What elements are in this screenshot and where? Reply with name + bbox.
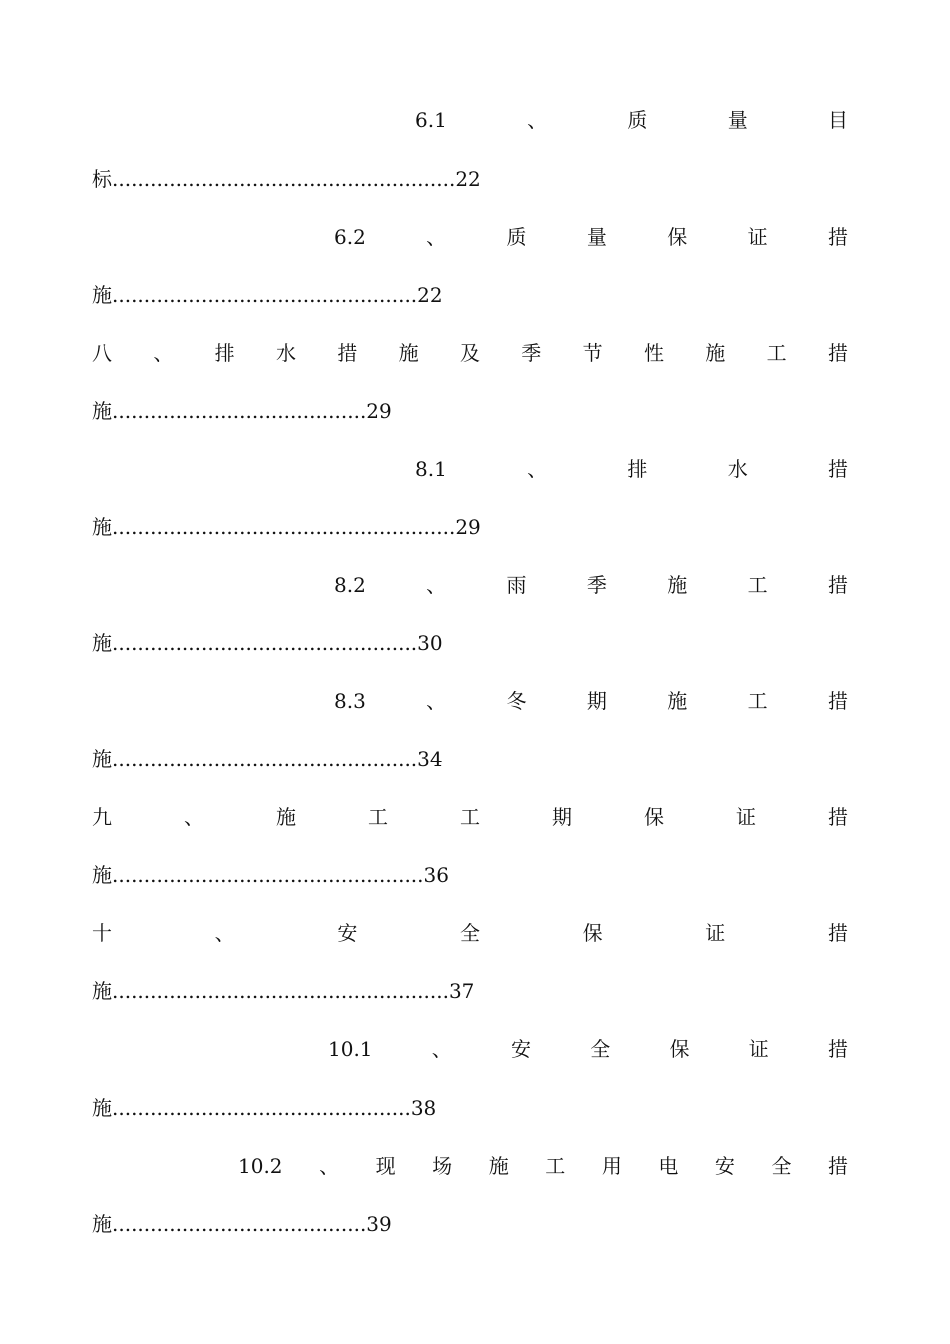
toc-dots: ................................................ (112, 283, 418, 307)
toc-char: 措 (827, 689, 848, 713)
toc-number: 九 (92, 805, 112, 829)
toc-char: 电 (658, 1154, 679, 1178)
toc-char: 施 (667, 573, 688, 597)
toc-heading-8-3 (334, 686, 848, 716)
toc-char: 场 (432, 1154, 453, 1178)
toc-page-number: 22 (455, 167, 481, 191)
toc-number: 6.2 (334, 225, 366, 249)
toc-sep: 、 (426, 689, 447, 713)
toc-sep: 、 (426, 573, 447, 597)
toc-char: 证 (705, 921, 726, 945)
toc-char: 季 (586, 573, 607, 597)
toc-sep: 、 (153, 341, 174, 365)
toc-char: 水 (275, 341, 296, 365)
toc-dots: ................................................ (112, 747, 418, 771)
toc-char: 全 (459, 921, 480, 945)
toc-dots: ............................................... (112, 1096, 411, 1120)
toc-sep: 、 (431, 1037, 452, 1061)
toc-char: 施 (92, 1212, 112, 1236)
toc-char: 性 (643, 341, 664, 365)
toc-char: 质 (627, 108, 648, 132)
toc-char: 节 (582, 341, 603, 365)
toc-number: 十 (92, 921, 112, 945)
toc-heading-8 (92, 338, 848, 368)
toc-char: 措 (827, 1037, 848, 1061)
toc-number: 6.1 (415, 108, 447, 132)
toc-char: 施 (276, 805, 296, 829)
toc-number: 八 (92, 341, 112, 365)
toc-char: 保 (644, 805, 664, 829)
toc-sep: 、 (214, 921, 235, 945)
toc-char: 保 (667, 225, 688, 249)
toc-leader-line[interactable] (92, 396, 848, 426)
toc-dots: ...................................................... (112, 167, 456, 191)
toc-char: 工 (368, 805, 388, 829)
toc-dots: ................................................. (112, 863, 424, 887)
toc-dots: ................................................ (112, 631, 418, 655)
toc-char: 工 (766, 341, 787, 365)
toc-char: 排 (627, 457, 648, 481)
toc-char: 工 (747, 573, 768, 597)
toc-char: 安 (337, 921, 358, 945)
toc-heading-8-2 (334, 570, 848, 600)
toc-page-number: 36 (423, 863, 449, 887)
toc-number: 10.1 (328, 1037, 373, 1061)
toc-char: 施 (92, 515, 112, 539)
toc-char: 现 (375, 1154, 396, 1178)
toc-char: 安 (714, 1154, 735, 1178)
toc-page-number: 29 (455, 515, 481, 539)
toc-number: 10.2 (238, 1154, 283, 1178)
toc-char: 施 (488, 1154, 509, 1178)
toc-char: 施 (92, 979, 112, 1003)
toc-char: 期 (552, 805, 572, 829)
toc-leader-line[interactable] (92, 628, 848, 658)
toc-leader-line[interactable] (92, 1209, 848, 1239)
toc-page-number: 37 (448, 979, 475, 1003)
toc-char: 量 (586, 225, 607, 249)
toc-page-number: 30 (417, 631, 443, 655)
toc-number: 8.3 (334, 689, 366, 713)
toc-char: 措 (827, 921, 848, 945)
toc-sep: 、 (527, 457, 548, 481)
toc-char: 施 (92, 631, 112, 655)
toc-char: 工 (747, 689, 768, 713)
toc-dots: ...................................................... (112, 515, 456, 539)
toc-char: 施 (92, 283, 112, 307)
toc-char: 质 (506, 225, 527, 249)
toc-char: 季 (521, 341, 542, 365)
toc-page-number: 38 (410, 1096, 437, 1120)
toc-leader-line[interactable] (92, 744, 848, 774)
toc-char: 冬 (506, 689, 527, 713)
toc-heading-10-1 (328, 1034, 848, 1064)
toc-page-number: 34 (417, 747, 443, 771)
toc-number: 8.2 (334, 573, 366, 597)
toc-heading-8-1 (415, 454, 848, 484)
toc-leader-line[interactable] (92, 164, 848, 194)
toc-char: 措 (827, 341, 848, 365)
toc-char: 施 (92, 863, 112, 887)
toc-char: 施 (92, 1096, 112, 1120)
toc-char: 保 (582, 921, 603, 945)
toc-char: 措 (337, 341, 358, 365)
toc-sep: 、 (426, 225, 447, 249)
toc-char: 目 (828, 108, 848, 132)
toc-heading-9 (92, 802, 848, 832)
toc-char: 全 (590, 1037, 611, 1061)
toc-char: 措 (827, 573, 848, 597)
toc-char: 安 (511, 1037, 531, 1061)
toc-char: 标 (92, 167, 112, 191)
toc-char: 用 (601, 1154, 622, 1178)
toc-char: 及 (459, 341, 480, 365)
toc-char: 水 (727, 457, 748, 481)
toc-char: 雨 (506, 573, 527, 597)
toc-dots: ..................................................... (112, 979, 449, 1003)
toc-char: 施 (667, 689, 688, 713)
toc-leader-line[interactable] (92, 976, 848, 1006)
toc-number: 8.1 (415, 457, 447, 481)
toc-char: 措 (828, 457, 848, 481)
toc-heading-6-2 (334, 222, 848, 252)
toc-char: 工 (545, 1154, 566, 1178)
toc-char: 措 (827, 225, 848, 249)
toc-page-number: 22 (417, 283, 443, 307)
toc-leader-line[interactable] (92, 280, 848, 310)
toc-leader-line[interactable] (92, 860, 848, 890)
toc-char: 施 (92, 747, 112, 771)
toc-page-number: 29 (366, 399, 392, 423)
toc-char: 工 (460, 805, 480, 829)
toc-sep: 、 (527, 108, 548, 132)
toc-char: 措 (828, 1154, 848, 1178)
toc-char: 期 (586, 689, 607, 713)
toc-leader-line[interactable] (92, 1093, 848, 1123)
toc-sep: 、 (319, 1154, 340, 1178)
toc-page-number: 39 (366, 1212, 392, 1236)
toc-heading-10 (92, 918, 848, 948)
toc-heading-6-1 (415, 105, 848, 135)
toc-heading-10-2 (238, 1151, 848, 1181)
toc-char: 证 (748, 1037, 769, 1061)
toc-dots: ........................................ (112, 1212, 367, 1236)
toc-char: 全 (771, 1154, 792, 1178)
toc-sep: 、 (184, 805, 204, 829)
toc-char: 证 (736, 805, 756, 829)
toc-leader-line[interactable] (92, 512, 848, 542)
toc-char: 保 (669, 1037, 690, 1061)
toc-char: 措 (828, 805, 848, 829)
toc-char: 量 (727, 108, 748, 132)
toc-char: 施 (92, 399, 112, 423)
toc-char: 施 (705, 341, 726, 365)
toc-char: 施 (398, 341, 419, 365)
toc-char: 证 (747, 225, 768, 249)
toc-char: 排 (214, 341, 235, 365)
toc-dots: ........................................ (112, 399, 367, 423)
